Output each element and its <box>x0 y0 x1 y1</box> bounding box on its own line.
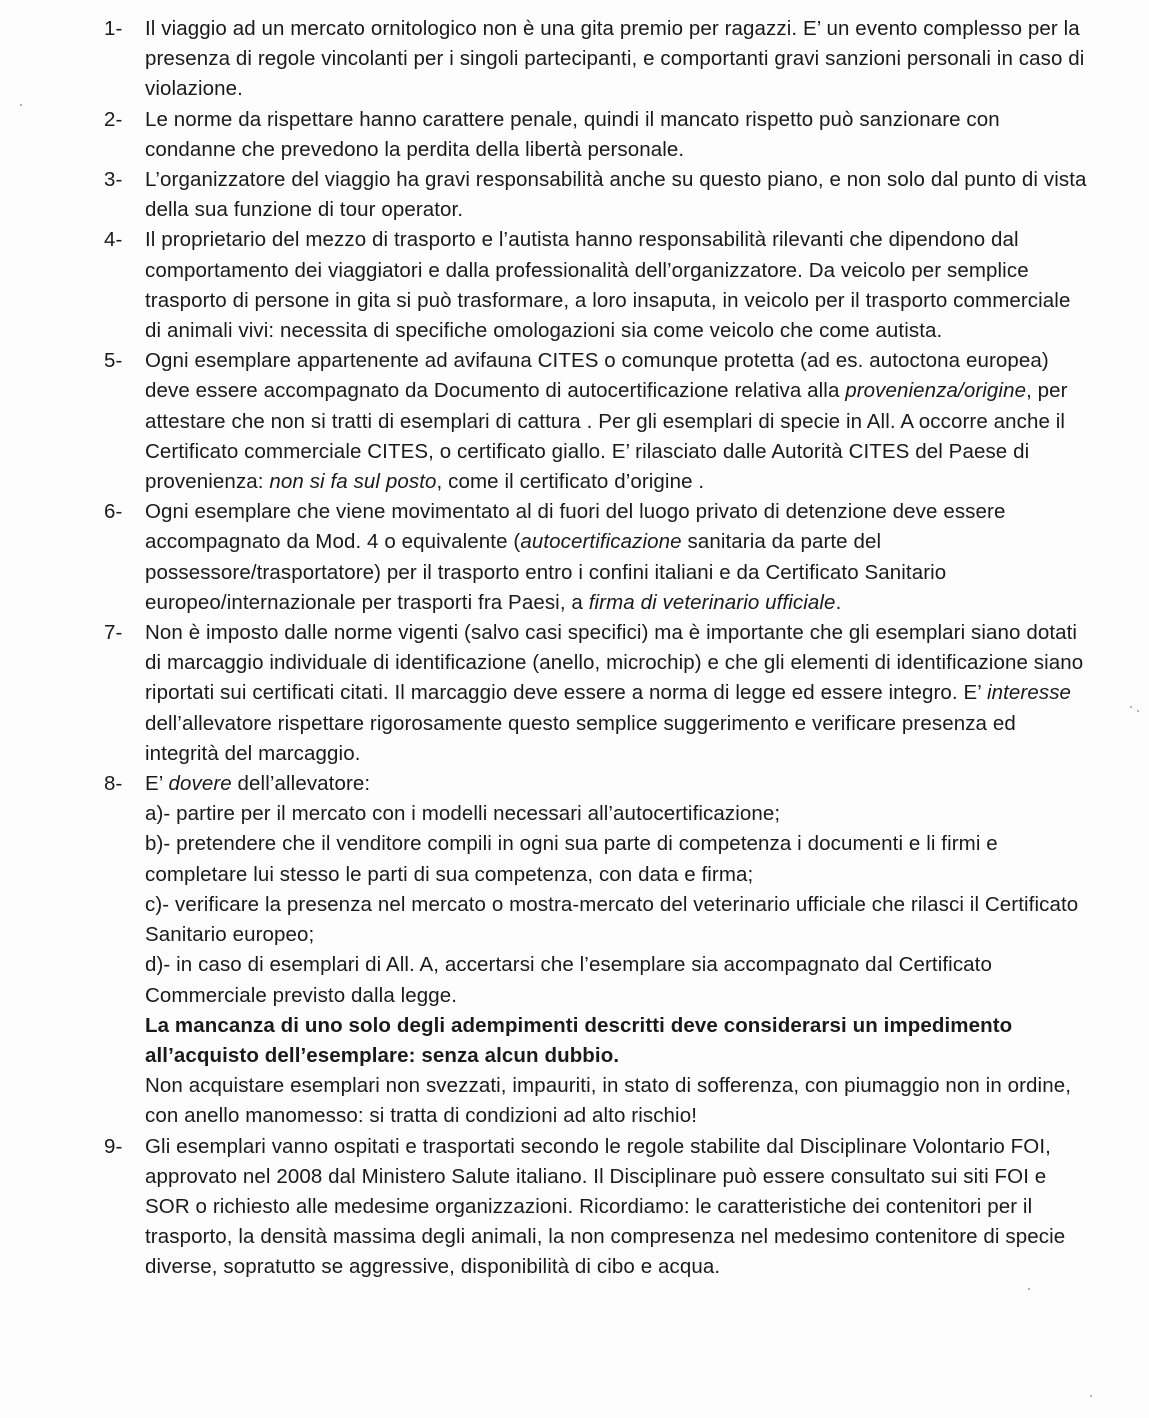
item-text <box>145 346 1089 497</box>
italic-run: provenienza/origine <box>845 379 1027 403</box>
italic-run: non si fa sul posto <box>269 470 437 494</box>
italic-run: interesse <box>986 681 1072 705</box>
item-text <box>145 618 1089 769</box>
list-item-4 <box>104 225 1089 346</box>
text-run: E’ <box>145 772 169 796</box>
sub-item-b: b)- pretendere che il venditore compili in ogni sua parte di competenza i documenti e li firmi e completare lui stesso le parti di sua competenza, con data e firma; <box>145 832 998 886</box>
numbered-list <box>104 14 1089 1283</box>
item-number: 4- <box>104 228 123 252</box>
scan-speck <box>20 104 22 106</box>
item-number: 6- <box>104 500 123 524</box>
text-run: dell’allevatore rispettare rigorosamente questo semplice suggerimento e verificare presenza ed integrità del marcaggio. <box>145 711 1016 765</box>
text-run: Ogni esemplare che viene movimentato al di fuori del luogo privato di detenzione deve essere accompagnato da Mod. 4 o equivalente ( <box>145 500 1006 554</box>
scan-speck <box>1137 710 1139 712</box>
scan-speck <box>1130 706 1132 708</box>
sub-item-d: d)- in caso di esemplari di All. A, accertarsi che l’esemplare sia accompagnato dal Certificato Commerciale previsto dalla legge. <box>145 953 992 1007</box>
list-item-6 <box>104 497 1089 618</box>
sub-item-a: a)- partire per il mercato con i modelli necessari all’autocertificazione; <box>145 802 781 826</box>
scan-speck <box>1028 1288 1030 1290</box>
item-number: 9- <box>104 1134 123 1158</box>
item-text: Il proprietario del mezzo di trasporto e l’autista hanno responsabilità rilevanti che dipendono dal comportamento dei viaggiatori e dalla professionalità dell’organizzatore. Da veicolo per semplice trasporto di persone in gita si può trasformare, a loro insaputa, in veicolo per il trasporto commerciale di animali vivi: necessita di specifiche omologazioni sia come veicolo che come autista. <box>145 228 1071 343</box>
text-run: Non è imposto dalle norme vigenti (salvo casi specifici) ma è importante che gli esemplari siano dotati di marcaggio individuale di identificazione (anello, microchip) e che gli elementi di identificazione siano riportati sui certificati citati. Il marcaggio deve essere a norma di legge ed essere integro. E’ <box>145 621 1084 705</box>
scan-speck <box>1090 1395 1092 1397</box>
bold-warning: La mancanza di uno solo degli adempimenti descritti deve considerarsi un impedimento all’acquisto dell’esemplare: senza alcun dubbio. <box>145 1013 1013 1067</box>
list-item-3 <box>104 165 1089 225</box>
item-text: L’organizzatore del viaggio ha gravi responsabilità anche su questo piano, e non solo dal punto di vista della sua funzione di tour operator. <box>145 168 1087 222</box>
item-text: Il viaggio ad un mercato ornitologico non è una gita premio per ragazzi. E’ un evento complesso per la presenza di regole vincolanti per i singoli partecipanti, e comportanti gravi sanzioni personali in caso di violazione. <box>145 17 1085 101</box>
text-run: . <box>835 590 842 614</box>
sub-item-c: c)- verificare la presenza nel mercato o mostra-mercato del veterinario ufficiale che rilasci il Certificato Sanitario europeo; <box>145 892 1079 947</box>
italic-run: autocertificazione <box>520 530 682 554</box>
item-number: 7- <box>104 621 123 645</box>
item-number: 2- <box>104 107 123 131</box>
text-run: Ogni esemplare appartenente ad avifauna CITES o comunque protetta (ad es. autoctona europea) deve essere accompagnato da Documento di autocertificazione relativa alla <box>145 349 1049 403</box>
item-text: Gli esemplari vanno ospitati e trasportati secondo le regole stabilite dal Disciplinare Volontario FOI, approvato nel 2008 dal Ministero Salute italiano. Il Disciplinare può essere consultato sui siti FOI e SOR o richiesto alle medesime organizzazioni. Ricordiamo: le caratteristiche dei contenitori per il trasporto, la densità massima degli animali, la non compresenza nel medesimo contenitore di specie diverse, sopratutto se aggressive, disponibilità di cibo e acqua. <box>145 1134 1066 1279</box>
list-item-5 <box>104 346 1089 497</box>
item-number: 5- <box>104 349 123 373</box>
advice-note: Non acquistare esemplari non svezzati, impauriti, in stato di sofferenza, con piumaggio non in ordine, con anello manomesso: si tratta di condizioni ad alto rischio! <box>145 1074 1071 1128</box>
item-number: 3- <box>104 168 123 192</box>
text-run: , per attestare che non si tratti di esemplari di cattura . Per gli esemplari di specie in All. A occorre anche il Certificato commerciale CITES, o certificato giallo. E’ rilasciato dalle Autorità CITES del Paese di provenienza: <box>145 379 1068 494</box>
item-number: 8- <box>104 772 123 796</box>
item-text <box>145 769 1089 799</box>
item-number: 1- <box>104 17 123 40</box>
list-item-1 <box>104 14 1089 105</box>
list-item-9 <box>104 1132 1089 1283</box>
italic-run: firma di veterinario ufficiale <box>588 590 836 614</box>
list-item-7 <box>104 618 1089 769</box>
list-item-2 <box>104 105 1089 165</box>
item-text: Le norme da rispettare hanno carattere penale, quindi il mancato rispetto può sanzionare con condanne che prevedono la perdita della libertà personale. <box>145 107 1000 161</box>
text-run: sanitaria da parte del possessore/trasportatore) per il trasporto entro i confini italiani e da Certificato Sanitario europeo/internazionale per trasporti fra Paesi, a <box>145 530 947 614</box>
text-run: dell’allevatore: <box>231 772 371 796</box>
text-run: , come il certificato d’origine . <box>436 470 705 494</box>
list-item-8 <box>104 769 1089 1131</box>
italic-run: dovere <box>168 772 232 796</box>
item-text <box>145 497 1089 618</box>
